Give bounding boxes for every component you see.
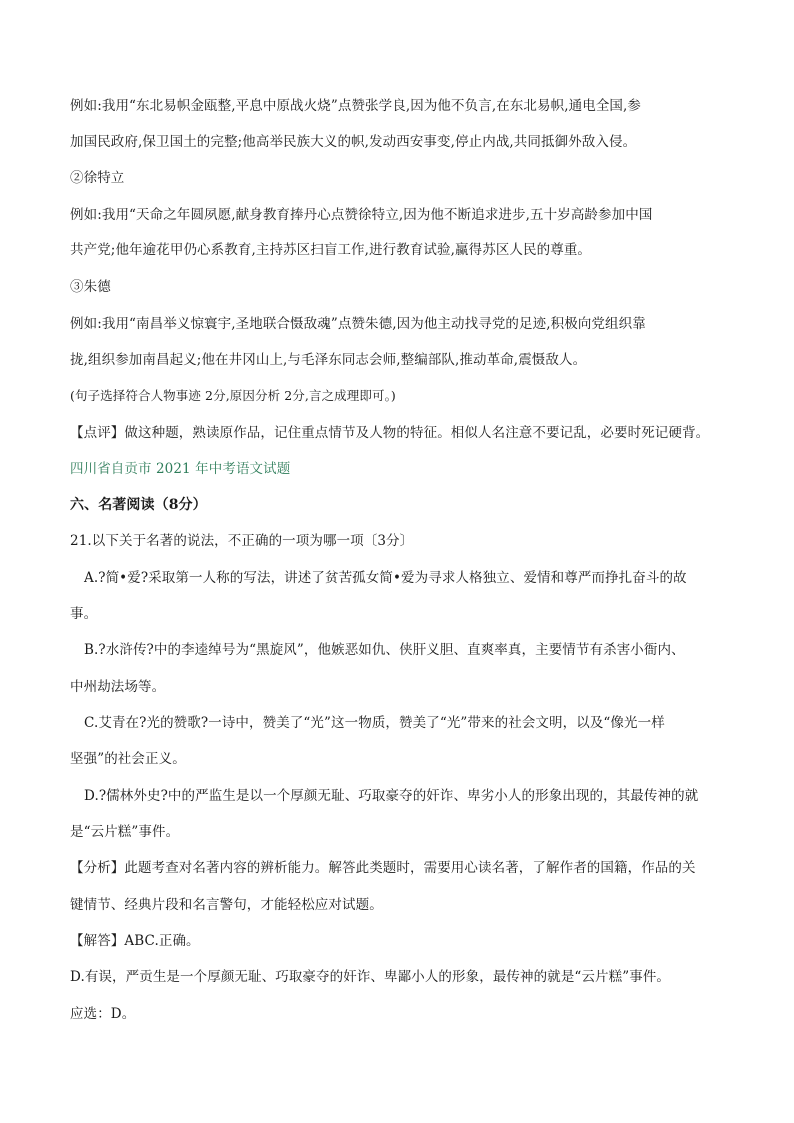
option-c: C.艾青在?光的赞歌?一诗中，赞美了“光”这一物质，赞美了“光”带来的社会文明，以及“像光一样 <box>84 715 665 731</box>
option-a-cont: 事。 <box>70 606 98 622</box>
option-b-cont: 中州劫法场等。 <box>70 679 166 695</box>
question-title: 21.以下关于名著的说法，不正确的一项为哪一项〔3分〕 <box>70 533 414 549</box>
option-a: A.?简•爱?采取第一人称的写法，讲述了贫苦孤女简•爱为寻求人格独立、爱情和尊严而挣扎奋斗的故 <box>84 570 687 586</box>
option-b: B.?水浒传?中的李逵绰号为“黑旋风”，他嫉恶如仇、侠肝义胆、直爽率真，主要情节有杀害小衙内、 <box>84 642 685 658</box>
source-link[interactable]: 四川省自贡市 2021 年中考语文试题 <box>70 461 291 477</box>
analysis-paragraph-cont: 键情节、经典片段和名言警句，才能轻松应对试题。 <box>70 897 383 913</box>
text-line: 例如:我用“东北易帜金瓯整,平息中原战火烧”点赞张学良,因为他不负言,在东北易帜,通电全国,参 <box>70 98 642 114</box>
analysis-paragraph: 【分析】此题考查对名著内容的辨析能力。解答此类题时，需要用心读名著，了解作者的国籍，作品的关 <box>70 860 696 876</box>
section-heading: 六、名著阅读（8分） <box>70 497 207 513</box>
final-answer: 应选：D。 <box>70 1006 136 1022</box>
text-line: 加国民政府,保卫国土的完整;他高举民族大义的帜,发动西安事变,停止内战,共同抵御外敌入侵。 <box>70 134 637 150</box>
option-d: D.?儒林外史?中的严监生是以一个厚颜无耻、巧取豪夺的奸诈、卑劣小人的形象出现的，其最传神的就 <box>84 788 699 804</box>
text-line: 例如:我用“南昌举义惊寰宇,圣地联合慑敌魂”点赞朱德,因为他主动找寻党的足迹,积极向党组织靠 <box>70 316 646 332</box>
scoring-note: (句子选择符合人物事迹 2分,原因分析 2分,言之成理即可。) <box>70 388 396 403</box>
answer-label: 【解答】ABC.正确。 <box>70 933 200 949</box>
text-line: 例如:我用“天命之年圆夙愿,献身教育捧丹心点赞徐特立,因为他不断追求进步,五十岁高龄参加中国 <box>70 207 653 223</box>
option-c-cont: 坚强”的社会正义。 <box>70 751 186 767</box>
list-item-label: ③朱德 <box>70 279 111 295</box>
list-item-label: ②徐特立 <box>70 170 125 186</box>
text-line: 拢,组织参加南昌起义;他在井冈山上,与毛泽东同志会师,整编部队,推动革命,震慑敌人。 <box>70 352 587 368</box>
option-d-cont: 是“云片糕”事件。 <box>70 824 180 840</box>
comment-paragraph: 【点评】做这种题，熟读原作品，记住重点情节及人物的特征。相似人名注意不要记乱，必要时死记硬背。 <box>70 425 710 441</box>
answer-detail: D.有误，严贡生是一个厚颜无耻、巧取豪夺的奸诈、卑鄙小人的形象，最传神的就是“云片糕”事件。 <box>70 969 671 985</box>
text-line: 共产党;他年逾花甲仍心系教育,主持苏区扫盲工作,进行教育试验,赢得苏区人民的尊重。 <box>70 242 592 258</box>
